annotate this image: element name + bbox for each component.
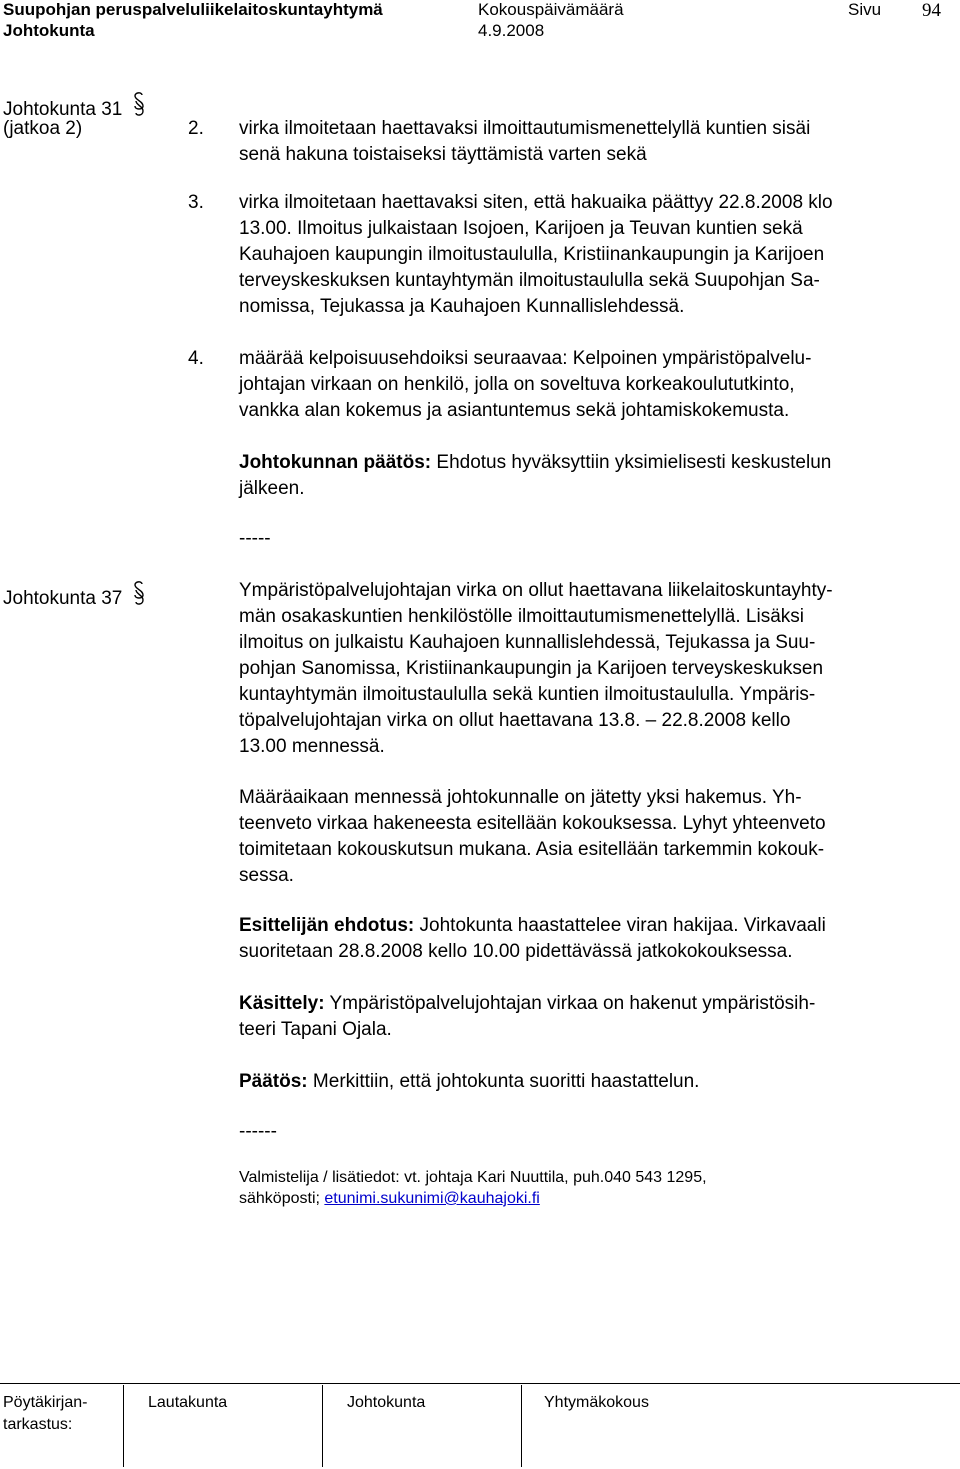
header-page-number: 94	[922, 0, 941, 21]
footer-check-label: Pöytäkirjan-	[3, 1394, 88, 1411]
handling	[239, 991, 815, 1043]
section-37-title	[3, 580, 146, 610]
section-37-title-text: Johtokunta 37	[3, 588, 123, 609]
proposal-text-line2: suoritetaan 28.8.2008 kello 10.00 pidettävässä jatkokokouksessa.	[239, 941, 793, 962]
proposal	[239, 913, 826, 965]
item-3-line: Kauhajoen kaupungin ilmoitustaululla, Kristiinankaupungin ja Karijoen	[239, 244, 825, 265]
decision-text: Merkittiin, että johtokunta suoritti haastattelun.	[307, 1071, 700, 1092]
paragraph-line: Ympäristöpalvelujohtajan virka on ollut haettavana liikelaitoskuntayhty-	[239, 580, 833, 601]
section-31-decision	[239, 450, 831, 502]
item-2-number: 2.	[188, 118, 204, 139]
paragraph-line: teenveto virkaa hakeneesta esitellään kokouksessa. Lyhyt yhteenveto	[239, 813, 826, 834]
paragraph-line: 13.00 mennessä.	[239, 736, 385, 757]
header-date-label: Kokouspäivämäärä	[478, 0, 624, 19]
contact-email-prefix: sähköposti;	[239, 1190, 325, 1207]
decision	[239, 1069, 699, 1095]
footer-divider	[322, 1385, 323, 1467]
item-4-number: 4.	[188, 348, 204, 369]
paragraph-line: kuntayhtymän ilmoitustaululla sekä kuntien ilmoitustaululla. Ympäris-	[239, 684, 816, 705]
item-3-text	[239, 190, 833, 320]
item-4-line: johtajan virkaan on henkilö, jolla on soveltuva korkeakoulututkinto,	[239, 374, 795, 395]
footer-col-assembly: Yhtymäkokous	[544, 1394, 649, 1411]
decision-text-line2: jälkeen.	[239, 478, 305, 499]
section-31-title	[3, 91, 146, 121]
item-2-line: virka ilmoitetaan haettavaksi ilmoittautumismenettelyllä kuntien sisäi	[239, 118, 811, 139]
section-sign-icon	[132, 580, 146, 610]
contact-line: Valmistelija / lisätiedot: vt. johtaja Kari Nuuttila, puh.040 543 1295,	[239, 1169, 707, 1186]
contact-email-line	[239, 1190, 540, 1208]
footer-divider	[123, 1385, 124, 1467]
item-4-line: määrää kelpoisuusehdoiksi seuraavaa: Kelpoinen ympäristöpalvelu-	[239, 348, 812, 369]
handling-label: Käsittely:	[239, 993, 325, 1014]
proposal-text: Johtokunta haastattelee viran hakijaa. Virkavaali	[414, 915, 826, 936]
paragraph-line: töpalvelujohtajan virka on ollut haettavana 13.8. – 22.8.2008 kello	[239, 710, 791, 731]
item-3-line: 13.00. Ilmoitus julkaistaan Isojoen, Karijoen ja Teuvan kuntien sekä	[239, 218, 803, 239]
item-2-line: senä hakuna toistaiseksi täyttämistä varten sekä	[239, 144, 647, 165]
paragraph-line: ilmoitus on julkaistu Kauhajoen kunnallislehdessä, Tejukassa ja Suu-	[239, 632, 816, 653]
item-3-number: 3.	[188, 192, 204, 213]
decision-text: Ehdotus hyväksyttiin yksimielisesti keskustelun	[431, 452, 832, 473]
header-date: 4.9.2008	[478, 21, 545, 40]
item-4-text	[239, 346, 811, 424]
item-4-line: vankka alan kokemus ja asiantuntemus sekä johtamiskokemusta.	[239, 400, 790, 421]
header-page-label: Sivu	[848, 0, 882, 19]
handling-text-line2: teeri Tapani Ojala.	[239, 1019, 392, 1040]
footer-check-label-2: tarkastus:	[3, 1416, 73, 1433]
footer-rule	[0, 1383, 960, 1384]
item-3-line: virka ilmoitetaan haettavaksi siten, että hakuaika päättyy 22.8.2008 klo	[239, 192, 833, 213]
section-sign-icon	[132, 91, 146, 121]
footer-col-board: Lautakunta	[148, 1394, 228, 1411]
separator: ------	[239, 1121, 277, 1142]
header-section: Johtokunta	[3, 21, 95, 40]
paragraph-line: män osakaskuntien henkilöstölle ilmoittautumismenettelyllä. Lisäksi	[239, 606, 804, 627]
header-organization: Suupohjan peruspalveluliikelaitoskuntayhtymä	[3, 0, 383, 19]
contact-email-link[interactable]: etunimi.sukunimi@kauhajoki.fi	[324, 1190, 540, 1207]
section-37-paragraph-1	[239, 578, 833, 760]
paragraph-line: pohjan Sanomissa, Kristiinankaupungin ja Karijoen terveyskeskuksen	[239, 658, 824, 679]
paragraph-line: Määräaikaan mennessä johtokunnalle on jätetty yksi hakemus. Yh-	[239, 787, 802, 808]
handling-text: Ympäristöpalvelujohtajan virkaa on hakenut ympäristösih-	[324, 993, 816, 1014]
footer-col-directors: Johtokunta	[347, 1394, 426, 1411]
footer-divider	[521, 1385, 522, 1467]
section-31-title-text: Johtokunta 31	[3, 99, 123, 120]
decision-label: Päätös:	[239, 1071, 308, 1092]
item-2-text	[239, 116, 810, 168]
decision-label: Johtokunnan päätös:	[239, 452, 432, 473]
separator: -----	[239, 528, 271, 549]
paragraph-line: toimitetaan kokouskutsun mukana. Asia esitellään tarkemmin kokouk-	[239, 839, 825, 860]
item-3-line: nomissa, Tejukassa ja Kauhajoen Kunnallislehdessä.	[239, 296, 685, 317]
proposal-label: Esittelijän ehdotus:	[239, 915, 415, 936]
section-31-continuation: (jatkoa 2)	[3, 118, 83, 139]
paragraph-line: sessa.	[239, 865, 294, 886]
section-37-paragraph-2	[239, 785, 826, 889]
item-3-line: terveyskeskuksen kuntayhtymän ilmoitustaululla sekä Suupohjan Sa-	[239, 270, 820, 291]
